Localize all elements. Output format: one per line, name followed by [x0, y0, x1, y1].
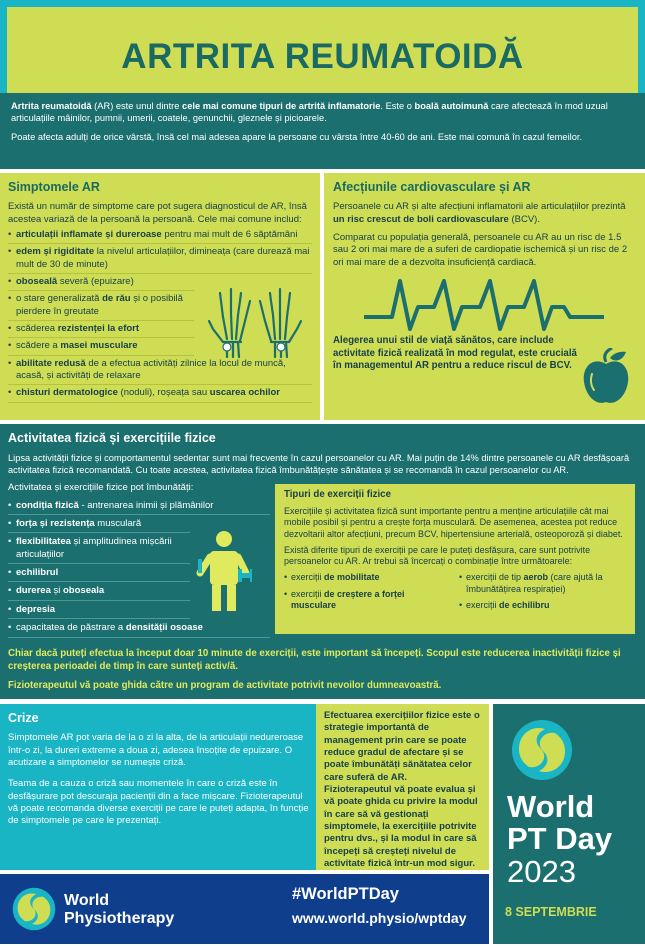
list-item	[8, 536, 190, 564]
management-panel	[316, 704, 489, 870]
activity-lead: Lipsa activității fizice și comportamentul sedentar sunt mai frecvente în cazul persoanelor cu AR. Mai puțin de 14% dintre persoanele cu AR desfășoară activitatea fizică recomandată. Cu toate acestea, activitatea fizică îmbunătățește sănătatea și se recomandă în cazul persoanelor cu AR.	[8, 453, 630, 476]
exercise-types-columns	[284, 572, 626, 617]
item-text: (care ajută la îmbunătățirea respirației)	[466, 572, 603, 594]
exercise-types-box	[275, 484, 635, 634]
symptoms-panel	[0, 173, 320, 420]
item-bold: oboseală	[16, 275, 58, 287]
item-bold: durerea	[16, 585, 51, 597]
list-item	[8, 323, 194, 338]
intro-term: Artrita reumatoidă	[11, 101, 92, 111]
activity-improve-intro: Activitatea și exercițiile fizice pot îmbunătăți:	[8, 482, 194, 494]
list-item	[284, 572, 451, 586]
cardio-bold: un risc crescut de boli cardiovasculare	[333, 213, 509, 225]
item-text: exerciții de tip	[466, 572, 524, 583]
management-paragraph-1: Efectuarea exercițiilor fizice este o strategie importantă de management prin care se poate reduce gradul de afectare și se poate îmbunătăți sănătatea celor care suferă de AR.	[324, 710, 480, 783]
item-text: (noduli), roșeața sau	[117, 387, 210, 399]
symptoms-title: Simptomele AR	[8, 180, 100, 194]
list-item	[8, 387, 312, 402]
org-name-line-2: Physiotherapy	[64, 910, 175, 927]
intro-term: boală autoimună	[414, 101, 489, 111]
flares-panel	[0, 704, 320, 870]
item-bold: rezistenței la efort	[57, 323, 140, 334]
activity-title: Activitatea fizică și exercițiile fizice	[8, 431, 216, 445]
list-item	[8, 567, 190, 582]
exercise-types-paragraph-2: Există diferite tipuri de exerciții pe care le puteți desfășura, care sunt potrivite persoanelor cu AR. Ar trebui să încercați o combinație între următoarele:	[284, 544, 591, 567]
item-bold: aerob	[523, 572, 549, 583]
list-item	[8, 500, 270, 515]
item-text: exerciții	[291, 572, 325, 583]
world-pt-day-year: 2023	[507, 854, 576, 889]
hand-skeleton-icon	[205, 287, 305, 367]
cardio-paragraph-1	[333, 201, 636, 226]
item-bold: condiția fizică	[16, 499, 79, 511]
person-dumbbell-icon	[196, 529, 252, 613]
flares-paragraph-1: Simptomele AR pot varia de la o zi la alta, de la articulații nedureroase într-o zi, la dureri extreme a doua zi, adesea însoțite de epuizare. O acutizare a simptomelor se numește criză.	[8, 732, 304, 768]
item-bold: articulații inflamate și dureroase	[16, 228, 162, 240]
exercise-types-title: Tipuri de exerciții fizice	[284, 489, 391, 500]
item-bold: de echilibru	[499, 600, 550, 611]
exercise-types-paragraph-1: Exercițiile și activitatea fizică sunt importante pentru a menține articulațiile cât mai mobile posibil și pentru a crește forța musculară. De asemenea, acestea pot reduce dezvoltarii altor afecțiuni, precum BCV, hipertensiune arterială, osteoporoză și diabet.	[284, 505, 623, 539]
activity-panel	[0, 424, 645, 699]
item-text: musculară	[94, 518, 142, 530]
world-physiotherapy-logo-icon	[12, 887, 56, 931]
item-text: capacitatea de păstrare a	[16, 622, 126, 634]
cardio-title: Afecțiunile cardiovasculare și AR	[333, 180, 531, 194]
cardio-text: (BCV).	[508, 213, 540, 225]
item-bold: de creștere a forței musculare	[291, 588, 405, 611]
cardio-panel	[324, 173, 645, 420]
item-text: și o posibilă pierdere în greutate	[16, 293, 183, 317]
world-pt-day-logo-icon	[511, 719, 573, 781]
item-text: scăderea	[16, 323, 58, 334]
cardio-text: Persoanele cu AR și alte afecțiuni inflamatorii ale articulațiilor prezintă	[333, 201, 626, 213]
apple-icon	[582, 348, 630, 406]
management-paragraph-2: Fizioterapeutul vă poate evalua și vă poate ghida cu privire la modul în care să vă gestionați simptomele, la exercițiile potrivite pentru dvs., și la modul în care să începeți să creșteți nivelul de activitate fizică într-un mod sigur.	[324, 784, 478, 870]
symptoms-intro: Există un număr de simptome care pot sugera diagnosticul de AR, însă acestea variază de la persoană la persoană. Cele mai comune includ:	[8, 201, 307, 225]
list-item	[8, 604, 190, 619]
list-item	[8, 585, 190, 600]
item-bold: flexibilitatea	[16, 536, 71, 548]
heartbeat-line-icon	[364, 271, 604, 335]
flares-title: Crize	[8, 711, 39, 725]
list-item	[284, 589, 451, 614]
list-item	[8, 276, 194, 291]
cardio-paragraph-2: Comparat cu populația generală, persoanele cu AR au un risc de 1.5 sau 2 ori mai mare de a suferi de cardiopatie ischemică și un risc de 2 ori mai mare de a dezvolta insuficiență cardiacă.	[333, 231, 628, 268]
exercise-types-col-1	[284, 572, 451, 617]
list-item	[8, 622, 270, 637]
item-text: exerciții	[291, 588, 325, 599]
item-text: la nivelul articulațiilor, dimineața (care durează mai mult de 30 de minute)	[16, 246, 310, 270]
item-text: și	[50, 585, 63, 597]
world-pt-day-panel	[493, 704, 645, 944]
item-bold: echilibrul	[16, 567, 59, 579]
intro-term: cele mai comune tipuri de artrită inflamatorie	[182, 101, 381, 111]
intro-paragraph-1	[11, 100, 634, 124]
item-text: scădere a	[16, 340, 61, 352]
world-pt-day-line-1: World	[507, 789, 595, 824]
list-item	[459, 572, 626, 597]
item-bold: chisturi dermatologice	[16, 387, 118, 399]
exercise-types-col-2	[459, 572, 626, 617]
item-bold: uscarea ochilor	[209, 387, 281, 399]
list-item	[8, 293, 194, 321]
item-text: - antrenarea inimii și plămânilor	[78, 499, 214, 511]
website-link[interactable]: www.world.physio/wptday	[292, 910, 467, 926]
item-bold: densității osoase	[125, 622, 203, 634]
item-bold: de rău	[102, 293, 131, 305]
item-text: pentru mai mult de 6 săptămâni	[161, 228, 298, 240]
intro-text: . Este o	[380, 101, 415, 111]
world-pt-day-line-2: PT Day	[507, 821, 613, 856]
intro-text: care afectează în mod uzual articulațiile mâinilor, pumnii, umerii, coatele, genunchii, gleznele și picioarele.	[11, 101, 608, 124]
item-bold: depresia	[16, 603, 56, 615]
item-bold: masei musculare	[60, 340, 138, 352]
item-text: o stare generalizată	[16, 293, 103, 305]
intro-text: (AR) este unul dintre	[91, 101, 183, 111]
list-item	[8, 229, 312, 244]
item-text: și amplitudinea mișcării articulațiilor	[16, 536, 172, 560]
list-item	[8, 246, 312, 274]
activity-highlight-2: Fizioterapeutul vă poate ghida către un program de activitate potrivit nevoilor dumneavoastră.	[8, 680, 442, 691]
cardio-paragraph-3: Alegerea unui stil de viață sănătos, care include activitate fizică realizată în mod regulat, este crucială în managementul AR pentru a reduce riscul de BCV.	[333, 335, 577, 372]
item-bold: oboseala	[63, 585, 105, 597]
list-item	[8, 340, 194, 355]
item-text: severă (epuizare)	[57, 275, 134, 287]
footer-bar	[0, 874, 489, 944]
item-text: de a efectua activități zilnice la locul de muncă, acasă, și activități de relaxare	[16, 357, 286, 382]
flares-paragraph-2: Teama de a cauza o criză sau momentele în care o criză este în desfășurare pot descuraja pacienții din a face mișcare. Fizioterapeutul vă poate recomanda diverse exerciții pe care le puteți adapta, în funcție de simptomele pe care le prezentați.	[8, 778, 309, 827]
org-name-line-1: World	[64, 892, 110, 909]
item-bold: abilitate redusă	[16, 357, 86, 369]
intro-paragraph-2: Poate afecta adulți de orice vârstă, însă cel mai adesea apare la persoane cu vârsta între 40-60 de ani. Este mai comună în cazul femeilor.	[11, 132, 583, 143]
world-pt-day-date: 8 SEPTEMBRIE	[505, 905, 597, 919]
hashtag: #WorldPTDay	[292, 885, 399, 903]
item-bold: forța și rezistența	[16, 518, 95, 530]
page-title: ARTRITA REUMATOIDĂ	[121, 37, 524, 76]
intro-panel	[0, 93, 645, 169]
header-banner	[0, 0, 645, 93]
list-item	[8, 518, 190, 533]
item-bold: edem și rigiditate	[16, 246, 95, 258]
activity-highlight-1: Chiar dacă puteți efectua la început doar 10 minute de exerciții, este important să începeți. Scopul este reducerea inactivității fizice și creșterea perioadei de timp în care sunteți activ/ă.	[8, 648, 621, 672]
list-item	[459, 600, 626, 614]
item-text: exerciții	[466, 600, 500, 611]
item-bold: de mobilitate	[324, 572, 380, 583]
